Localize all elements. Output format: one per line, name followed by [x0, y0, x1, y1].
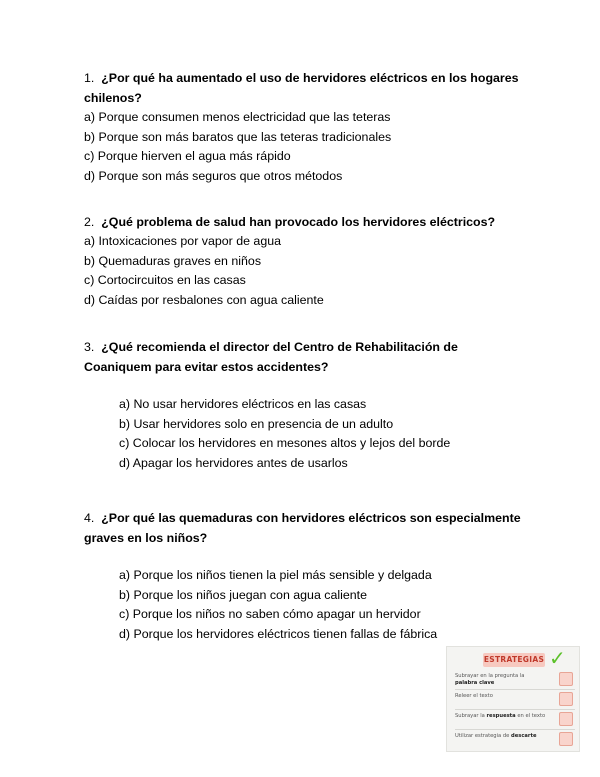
option-c: c) Cortocircuitos en las casas [84, 273, 246, 288]
strategy-item [455, 671, 575, 690]
options-list [84, 108, 524, 186]
option-d: d) Porque son más seguros que otros métodos [84, 168, 343, 183]
question-number: 4. [84, 511, 95, 525]
strategy-item [455, 691, 575, 710]
option-b: b) Porque los niños juegan con agua caliente [119, 587, 367, 602]
options-list [84, 232, 524, 310]
option-d: d) Porque los hervidores eléctricos tienen fallas de fábrica [119, 626, 438, 641]
question-number: 3. [84, 340, 95, 354]
strategy-text [455, 693, 553, 700]
question-3 [84, 337, 524, 473]
strategy-checkbox[interactable] [559, 712, 573, 726]
question-title [84, 68, 524, 108]
option-b: b) Porque son más baratos que las teteras tradicionales [84, 129, 392, 144]
strategies-card [446, 646, 580, 752]
strategy-text [455, 733, 553, 740]
options-list [84, 395, 524, 473]
option-a: a) Intoxicaciones por vapor de agua [84, 234, 281, 248]
question-number: 1. [84, 71, 95, 85]
options-list [84, 566, 524, 644]
strategy-checkbox[interactable] [559, 732, 573, 746]
question-1 [84, 68, 524, 186]
strategy-text-part: en el texto [517, 713, 546, 719]
option-b: b) Quemaduras graves en niños [84, 253, 262, 268]
question-number: 2. [84, 215, 95, 229]
option-d: d) Apagar los hervidores antes de usarlos [119, 455, 348, 470]
question-2 [84, 212, 524, 310]
strategy-text-part: Utilizar estrategia de [455, 733, 510, 739]
question-title [84, 508, 524, 548]
strategy-keyword: respuesta [486, 713, 516, 719]
strategies-title: ESTRATEGIAS [483, 653, 545, 667]
strategy-checkbox[interactable] [559, 672, 573, 686]
question-title [84, 337, 524, 377]
option-d: d) Caídas por resbalones con agua caliente [84, 292, 324, 307]
strategy-text [455, 673, 553, 687]
strategy-text-part: Subrayar en la pregunta la [455, 673, 525, 679]
question-4 [84, 508, 524, 644]
option-a: a) Porque los niños tienen la piel más sensible y delgada [119, 568, 432, 582]
question-text: ¿Por qué ha aumentado el uso de hervidores eléctricos en los hogares chilenos? [84, 71, 519, 105]
option-b: b) Usar hervidores solo en presencia de un adulto [119, 416, 394, 431]
strategy-item [455, 731, 575, 749]
strategy-checkbox[interactable] [559, 692, 573, 706]
question-title [84, 212, 524, 232]
strategy-item [455, 711, 575, 730]
strategy-text-part: Releer el texto [455, 693, 493, 699]
option-c: c) Porque hierven el agua más rápido [84, 149, 291, 164]
strategy-keyword: descarte [511, 733, 537, 739]
strategy-text-part: Subrayar la [455, 713, 485, 719]
option-c: c) Colocar los hervidores en mesones altos y lejos del borde [119, 436, 451, 451]
strategy-keyword: palabra clave [455, 680, 495, 686]
option-c: c) Porque los niños no saben cómo apagar un hervidor [119, 607, 421, 622]
checkmark-icon: ✓ [549, 646, 566, 670]
question-text: ¿Por qué las quemaduras con hervidores eléctricos son especialmente graves en los niños? [84, 511, 521, 545]
question-text: ¿Qué problema de salud han provocado los hervidores eléctricos? [101, 215, 496, 229]
strategy-text [455, 713, 553, 720]
option-a: a) No usar hervidores eléctricos en las casas [119, 397, 367, 411]
option-a: a) Porque consumen menos electricidad que las teteras [84, 110, 391, 124]
question-text: ¿Qué recomienda el director del Centro de Rehabilitación de Coaniquem para evitar estos accidentes? [84, 340, 458, 374]
